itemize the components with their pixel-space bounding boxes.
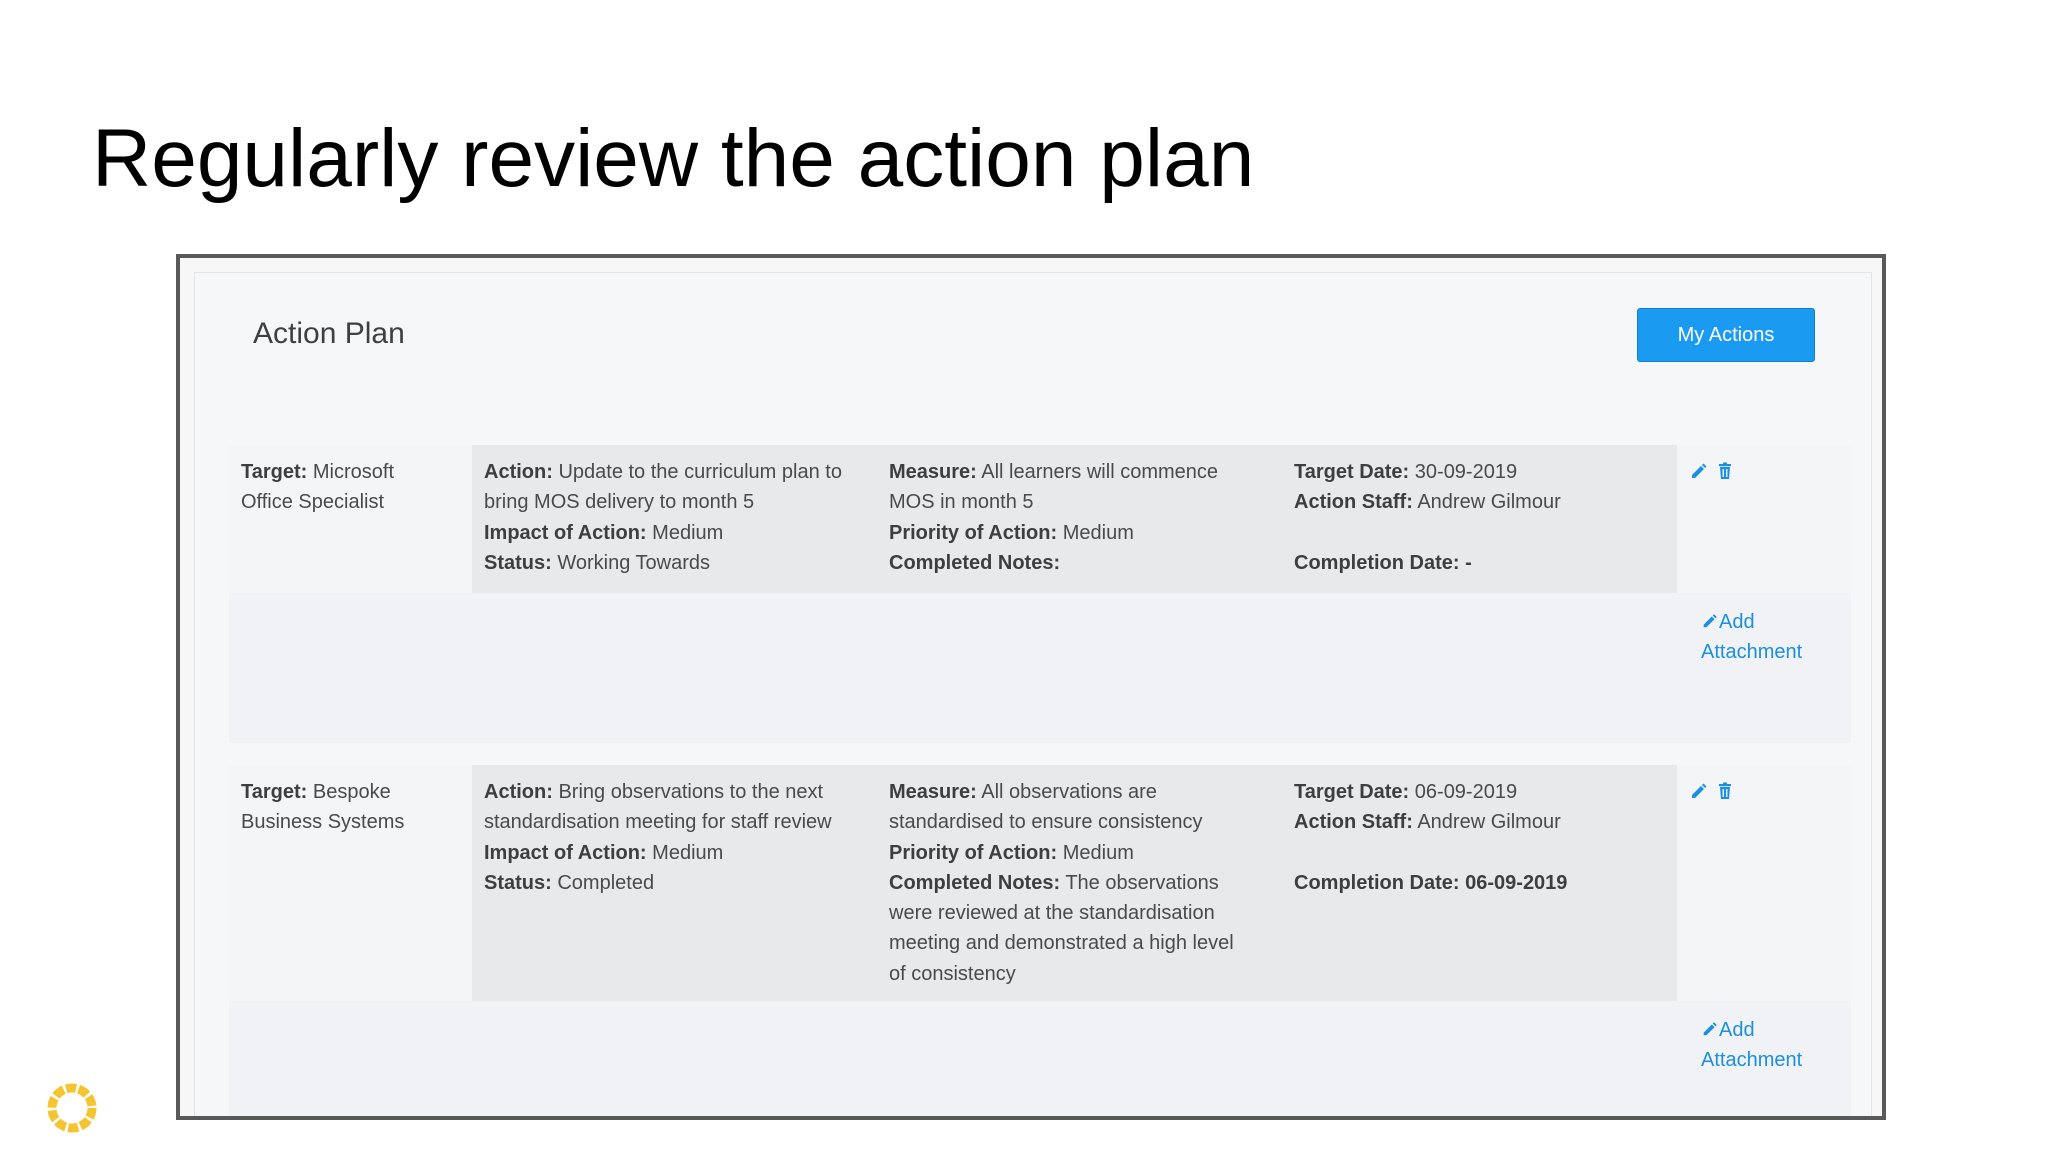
action-staff-line (1294, 807, 1665, 837)
measure-value: All learners will commence (981, 461, 1219, 483)
row-icons (1689, 777, 1839, 801)
action-value-line-2: bring MOS delivery to month 5 (484, 491, 755, 514)
target-value-line-2: Business Systems (241, 811, 405, 834)
attachment-row (229, 1001, 1851, 1120)
status-label: Status: (484, 551, 552, 574)
completed-notes-label: Completed Notes: (889, 551, 1061, 574)
completed-notes-label: Completed Notes: (889, 871, 1061, 894)
measure-label: Measure: (889, 781, 977, 803)
status-label: Status: (484, 871, 552, 894)
action-value-line-2: standardisation meeting for staff review (484, 811, 832, 834)
action-staff-line (1294, 487, 1665, 517)
impact-label: Impact of Action: (484, 841, 647, 864)
pencil-icon (1701, 612, 1719, 630)
status-line (484, 868, 865, 898)
action-cell (472, 445, 877, 593)
measure-cell (877, 765, 1282, 1001)
status-value: Working Towards (557, 551, 711, 574)
date-cell (1282, 445, 1677, 593)
completion-date-label: Completion Date: (1294, 871, 1460, 894)
completion-date-label: Completion Date: (1294, 551, 1460, 574)
trash-icon[interactable] (1715, 781, 1735, 801)
status-line (484, 548, 865, 578)
target-date-line (1294, 457, 1665, 487)
measure-label: Measure: (889, 461, 977, 483)
action-value: Update to the curriculum plan to (558, 461, 842, 483)
impact-value: Medium (652, 841, 724, 864)
measure-cell (877, 445, 1282, 593)
impact-line (484, 518, 865, 548)
priority-label: Priority of Action: (889, 521, 1058, 544)
target-date-value: 30-09-2019 (1414, 461, 1518, 483)
impact-value: Medium (652, 521, 724, 544)
date-cell (1282, 765, 1677, 1001)
priority-value: Medium (1062, 841, 1134, 864)
target-label: Target: (241, 781, 308, 803)
impact-label: Impact of Action: (484, 521, 647, 544)
trash-icon[interactable] (1715, 461, 1735, 481)
completed-notes-value: The observations (1065, 871, 1219, 894)
my-actions-button[interactable]: My Actions (1637, 308, 1815, 362)
spacer-line (1294, 518, 1665, 548)
target-value-line-2: Office Specialist (241, 491, 385, 514)
add-attachment-label: Add (1719, 1019, 1755, 1041)
add-attachment-link[interactable] (1701, 607, 1802, 668)
row-actions-cell (1677, 765, 1851, 1001)
panel-title: Action Plan (253, 317, 405, 350)
action-staff-label: Action Staff: (1294, 491, 1413, 514)
completion-date-value: - (1465, 551, 1472, 574)
target-date-value: 06-09-2019 (1414, 781, 1518, 803)
target-cell (229, 765, 472, 1001)
pencil-icon (1701, 1020, 1719, 1038)
screenshot-frame (176, 254, 1886, 1120)
attachment-row (229, 593, 1851, 743)
add-attachment-label-line-2: Attachment (1701, 1049, 1803, 1072)
completion-date-value: 06-09-2019 (1465, 871, 1568, 894)
target-value: Microsoft (312, 461, 394, 483)
action-cell (472, 765, 877, 1001)
target-label: Target: (241, 461, 308, 483)
measure-value-line-2: standardised to ensure consistency (889, 811, 1203, 834)
action-row (229, 445, 1851, 593)
slide-title: Regularly review the action plan (92, 113, 1255, 204)
add-attachment-link[interactable] (1701, 1015, 1802, 1076)
add-attachment-label-line-2: Attachment (1701, 641, 1803, 664)
completed-notes-line (889, 868, 1270, 898)
row-actions-cell (1677, 445, 1851, 593)
action-plan-panel (194, 272, 1872, 1120)
action-staff-label: Action Staff: (1294, 811, 1413, 834)
target-date-label: Target Date: (1294, 781, 1410, 803)
completed-notes-line-4: of consistency (889, 962, 1016, 985)
row-icons (1689, 457, 1839, 481)
priority-label: Priority of Action: (889, 841, 1058, 864)
action-label: Action: (484, 461, 553, 483)
ring-logo-icon (44, 1080, 100, 1136)
target-value: Bespoke (312, 781, 391, 803)
action-label: Action: (484, 781, 553, 803)
action-row (229, 765, 1851, 1001)
target-cell (229, 445, 472, 593)
pencil-icon[interactable] (1689, 461, 1709, 481)
status-value: Completed (557, 871, 655, 894)
completed-notes-line-3: meeting and demonstrated a high level (889, 932, 1234, 955)
priority-line (889, 518, 1270, 548)
priority-line (889, 838, 1270, 868)
completed-notes-line (889, 548, 1270, 578)
pencil-icon[interactable] (1689, 781, 1709, 801)
add-attachment-label: Add (1719, 611, 1755, 633)
target-date-line (1294, 777, 1665, 807)
impact-line (484, 838, 865, 868)
action-staff-value: Andrew Gilmour (1417, 491, 1561, 514)
target-date-label: Target Date: (1294, 461, 1410, 483)
measure-value: All observations are (981, 781, 1157, 803)
action-staff-value: Andrew Gilmour (1417, 811, 1561, 834)
spacer-line (1294, 838, 1665, 868)
completion-date-line (1294, 868, 1665, 898)
priority-value: Medium (1062, 521, 1134, 544)
completion-date-line (1294, 548, 1665, 578)
action-value: Bring observations to the next (558, 781, 824, 803)
measure-value-line-2: MOS in month 5 (889, 491, 1034, 514)
completed-notes-line-2: were reviewed at the standardisation (889, 902, 1215, 925)
